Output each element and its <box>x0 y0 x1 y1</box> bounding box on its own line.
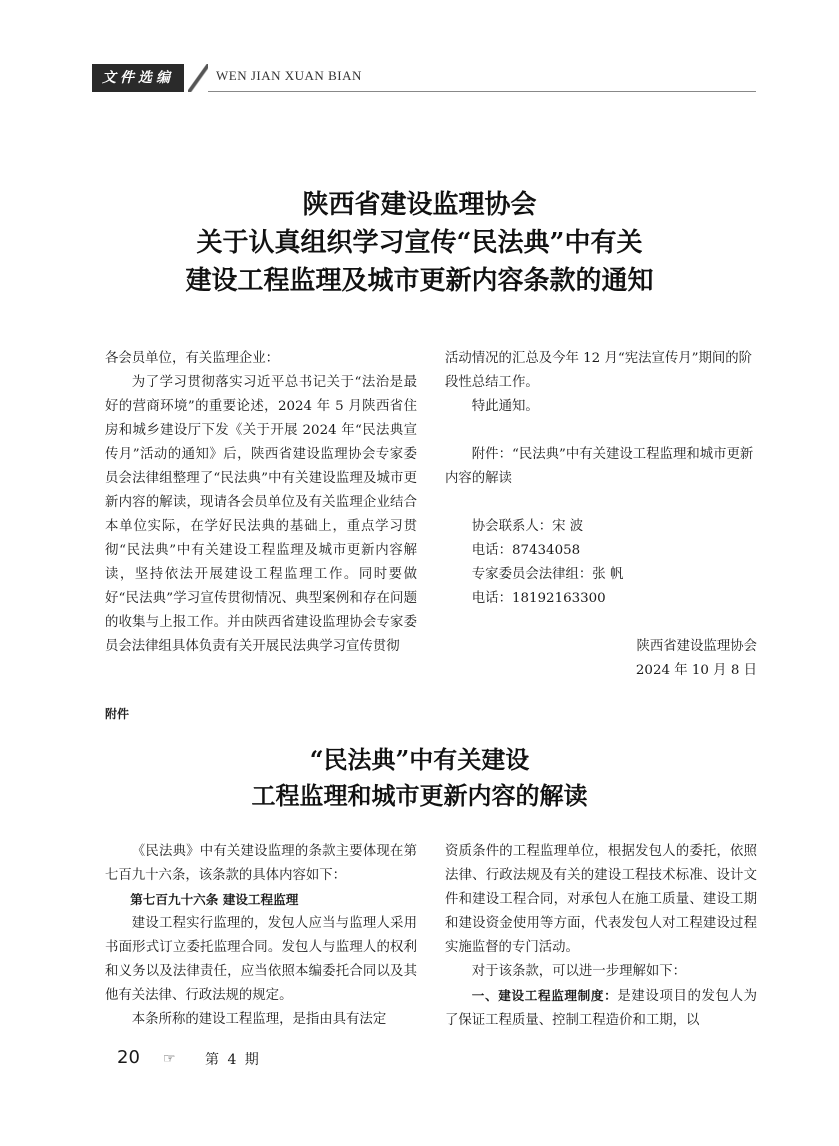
appendix-label: 附件 <box>105 707 130 721</box>
contact-line: 电话：87434058 <box>471 543 581 558</box>
appendix-intro: 《民法典》中有关建设监理的条款主要体现在第七百九十六条，该条款的具体内容如下： <box>105 844 417 883</box>
notice-body-paragraph: 活动情况的汇总及今年 12 月“宪法宣传月”期间的阶段性总结工作。 <box>445 351 753 390</box>
notice-left-column <box>105 347 417 659</box>
point-text: 是建设项目的发包人为了保证工程质量、控制工程造价和工期，以 <box>445 989 758 1028</box>
appendix-right-column <box>445 840 757 1033</box>
contact-line: 电话：18192163300 <box>471 591 606 606</box>
notice-title-line: 建设工程监理及城市更新内容条款的通知 <box>185 266 654 296</box>
point-heading: 一、建设工程监理制度： <box>471 988 618 1003</box>
appendix-body-paragraph: 建设工程实行监理的，发包人应当与监理人采用书面形式订立委托监理合同。发包人与监理人的权利和义务以及法律责任，应当依照本编委托合同以及其他有关法律、行政法规的规定。 <box>105 916 417 1003</box>
appendix-point-paragraph <box>445 984 757 1033</box>
salutation: 各会员单位，有关监理企业： <box>105 351 280 366</box>
contact-line: 专家委员会法律组：张 帆 <box>471 567 624 582</box>
section-header <box>92 64 756 96</box>
notice-body-paragraph: 为了学习贯彻落实习近平总书记关于“法治是最好的营商环境”的重要论述，2024 年 5 月陕西省住房和城乡建设厅下发《关于开展 2024 年“民法典宣传月”活动的通知》后，陕西省建设监理协会专家委员会法律组整理了“民法典”中有关建设监理及城市更新内容的解读，现请各会员单位及有关监理企业结合本单位实际，在学好民法典的基础上，重点学习贯彻“民法典”中有关建设工程监理及城市更新内容解读，坚持依法开展建设工程监理工作。同时要做好“民法典”学习宣传贯彻情况、典型案例和存在问题的收集与上报工作。并由陕西省建设监理协会专家委员会法律组具体负责有关开展民法典学习宣传贯彻 <box>105 375 417 654</box>
signer: 陕西省建设监理协会 <box>636 639 757 654</box>
header-rule <box>208 91 756 92</box>
closing-line: 特此通知。 <box>471 399 539 414</box>
section-latin-title: WEN JIAN XUAN BIAN <box>216 68 362 83</box>
appendix-body-paragraph: 对于该条款，可以进一步理解如下： <box>471 964 687 979</box>
attachment-note: 附件：“民法典”中有关建设工程监理和城市更新内容的解读 <box>445 447 754 486</box>
section-tag: 文件选编 <box>92 64 184 92</box>
notice-date: 2024 年 10 月 8 日 <box>635 663 757 678</box>
notice-title-line: 关于认真组织学习宣传“民法典”中有关 <box>196 228 643 258</box>
pointing-hand-icon: ☞ <box>163 1051 176 1067</box>
notice-right-column <box>445 347 757 683</box>
contact-line: 协会联系人：宋 波 <box>471 519 584 534</box>
page-number: 20 <box>117 1047 140 1068</box>
appendix-body-paragraph: 本条所称的建设工程监理，是指由具有法定 <box>131 1012 387 1027</box>
appendix-title-line: 工程监理和城市更新内容的解读 <box>251 781 588 810</box>
header-slash-decoration <box>188 64 208 92</box>
appendix-title <box>0 742 839 814</box>
appendix-body-paragraph: 资质条件的工程监理单位，根据发包人的委托，依照法律、行政法规及有关的建设工程技术标准、设计文件和建设工程合同，对承包人在施工质量、建设工期和建设资金使用等方面，代表发包人对工程建设过程实施监督的专门活动。 <box>445 844 757 955</box>
appendix-left-column <box>105 840 417 1032</box>
appendix-title-line: “民法典”中有关建设 <box>309 745 530 774</box>
notice-title <box>0 186 839 300</box>
notice-title-line: 陕西省建设监理协会 <box>302 190 537 220</box>
article-heading: 第七百九十六条 建设工程监理 <box>130 892 299 907</box>
issue-label: 第 4 期 <box>205 1052 261 1068</box>
